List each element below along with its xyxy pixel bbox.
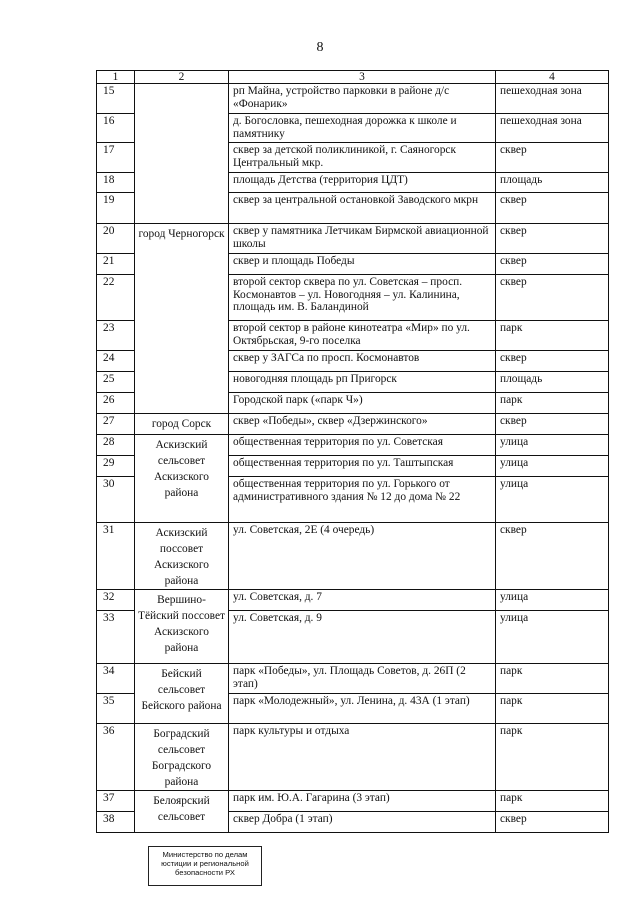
territory-description: ул. Советская, д. 7 — [229, 590, 496, 611]
table-row — [97, 590, 609, 611]
territory-type: улица — [496, 477, 609, 523]
territory-description: сквер Добра (1 этап) — [229, 812, 496, 833]
row-number: 31 — [97, 523, 135, 590]
row-number: 23 — [97, 321, 135, 351]
territory-type: парк — [496, 724, 609, 791]
row-number: 30 — [97, 477, 135, 523]
municipality-cell: Аскизский сельсовет Аскизского района — [135, 435, 229, 523]
territory-type: улица — [496, 611, 609, 664]
row-number: 26 — [97, 393, 135, 414]
row-number: 22 — [97, 275, 135, 321]
table-row — [97, 664, 609, 694]
table-row — [97, 224, 609, 254]
territory-type: сквер — [496, 254, 609, 275]
territory-description: Городской парк («парк Ч») — [229, 393, 496, 414]
territory-description: второй сектор в районе кинотеатра «Мир» по ул. Октябрьская, 9-го поселка — [229, 321, 496, 351]
territory-description: новогодняя площадь рп Пригорск — [229, 372, 496, 393]
stamp-line: безопасности РХ — [175, 868, 235, 877]
territory-description: ул. Советская, д. 9 — [229, 611, 496, 664]
municipality-cell: Аскизский поссовет Аскизского района — [135, 523, 229, 590]
header-col-3: 3 — [229, 71, 496, 84]
territory-description: площадь Детства (территория ЦДТ) — [229, 173, 496, 193]
municipality-cell: город Черногорск — [135, 224, 229, 414]
header-col-4: 4 — [496, 71, 609, 84]
territory-type: пешеходная зона — [496, 114, 609, 143]
municipality-cell: город Сорск — [135, 414, 229, 435]
row-number: 27 — [97, 414, 135, 435]
header-col-2: 2 — [135, 71, 229, 84]
territory-type: сквер — [496, 523, 609, 590]
stamp-line: юстиции и региональной — [161, 859, 249, 868]
row-number: 24 — [97, 351, 135, 372]
row-number: 32 — [97, 590, 135, 611]
territory-type: улица — [496, 435, 609, 456]
row-number: 19 — [97, 193, 135, 224]
territory-type: парк — [496, 791, 609, 812]
row-number: 15 — [97, 84, 135, 114]
table-header-row — [97, 71, 609, 84]
territory-description: сквер и площадь Победы — [229, 254, 496, 275]
page-number: 8 — [316, 40, 324, 55]
territory-type: сквер — [496, 193, 609, 224]
territory-description: общественная территория по ул. Таштыпская — [229, 456, 496, 477]
row-number: 33 — [97, 611, 135, 664]
territory-type: парк — [496, 393, 609, 414]
ministry-stamp — [148, 846, 262, 886]
territory-description: сквер у ЗАГСа по просп. Космонавтов — [229, 351, 496, 372]
table-row — [97, 724, 609, 791]
territory-description: парк «Молодежный», ул. Ленина, д. 43А (1 этап) — [229, 694, 496, 724]
territory-description: сквер у памятника Летчикам Бирмской авиационной школы — [229, 224, 496, 254]
territory-type: сквер — [496, 275, 609, 321]
territory-description: сквер за центральной остановкой Заводского мкрн — [229, 193, 496, 224]
territory-type: парк — [496, 321, 609, 351]
row-number: 28 — [97, 435, 135, 456]
territory-description: общественная территория по ул. Советская — [229, 435, 496, 456]
territory-type: сквер — [496, 224, 609, 254]
territory-type: сквер — [496, 143, 609, 173]
territory-description: второй сектор сквера по ул. Советская – просп. Космонавтов – ул. Новогодняя – ул. Калинина, площадь им. В. Баландиной — [229, 275, 496, 321]
header-col-1: 1 — [97, 71, 135, 84]
row-number: 20 — [97, 224, 135, 254]
territory-type: парк — [496, 664, 609, 694]
municipality-cell: Бейский сельсовет Бейского района — [135, 664, 229, 724]
territory-type: сквер — [496, 414, 609, 435]
territory-type: пешеходная зона — [496, 84, 609, 114]
territory-description: общественная территория по ул. Горького от административного здания № 12 до дома № 22 — [229, 477, 496, 523]
territory-type: площадь — [496, 372, 609, 393]
row-number: 37 — [97, 791, 135, 812]
municipality-cell: Вершино-Тёйский поссовет Аскизского района — [135, 590, 229, 664]
row-number: 25 — [97, 372, 135, 393]
territory-type: улица — [496, 456, 609, 477]
row-number: 38 — [97, 812, 135, 833]
row-number: 16 — [97, 114, 135, 143]
territory-description: д. Богословка, пешеходная дорожка к школе и памятнику — [229, 114, 496, 143]
territory-description: парк культуры и отдыха — [229, 724, 496, 791]
territory-type: площадь — [496, 173, 609, 193]
row-number: 34 — [97, 664, 135, 694]
municipality-cell — [135, 84, 229, 224]
row-number: 18 — [97, 173, 135, 193]
row-number: 29 — [97, 456, 135, 477]
row-number: 35 — [97, 694, 135, 724]
territories-table — [96, 70, 609, 833]
row-number: 36 — [97, 724, 135, 791]
table-row — [97, 414, 609, 435]
territory-type: парк — [496, 694, 609, 724]
territory-type: улица — [496, 590, 609, 611]
territory-description: парк «Победы», ул. Площадь Советов, д. 26П (2 этап) — [229, 664, 496, 694]
territory-description: ул. Советская, 2Е (4 очередь) — [229, 523, 496, 590]
table-row — [97, 523, 609, 590]
territory-description: сквер за детской поликлиникой, г. Саяногорск Центральный мкр. — [229, 143, 496, 173]
territory-type: сквер — [496, 351, 609, 372]
row-number: 21 — [97, 254, 135, 275]
territory-type: сквер — [496, 812, 609, 833]
municipality-cell: Боградский сельсовет Боградского района — [135, 724, 229, 791]
row-number: 17 — [97, 143, 135, 173]
territory-description: рп Майна, устройство парковки в районе д/с «Фонарик» — [229, 84, 496, 114]
table-row — [97, 84, 609, 114]
territory-description: парк им. Ю.А. Гагарина (3 этап) — [229, 791, 496, 812]
table-row — [97, 435, 609, 456]
territory-description: сквер «Победы», сквер «Дзержинского» — [229, 414, 496, 435]
municipality-cell: Белоярский сельсовет — [135, 791, 229, 833]
table-row — [97, 791, 609, 812]
stamp-line: Министерство по делам — [162, 850, 248, 859]
